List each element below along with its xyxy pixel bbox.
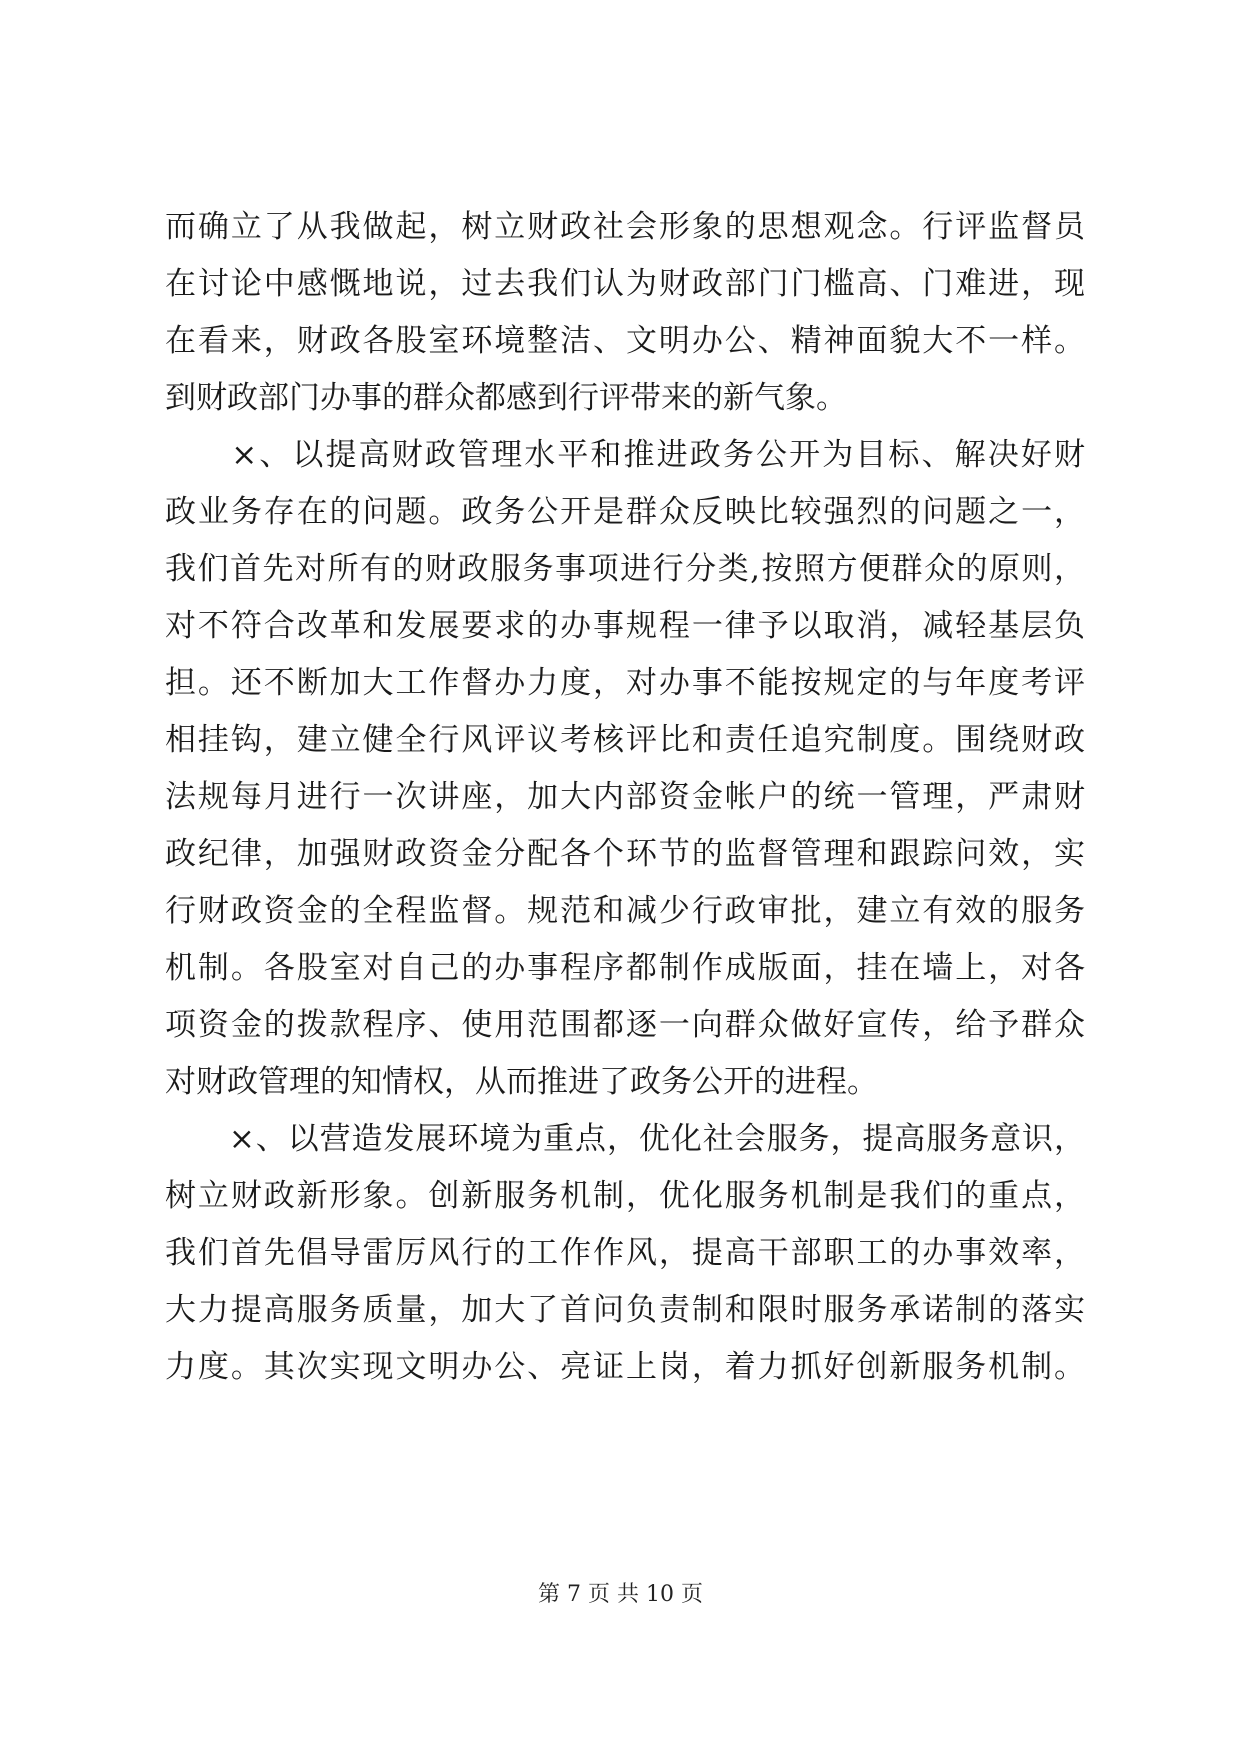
body-line: 法规每月进行一次讲座，加大内部资金帐户的统一管理，严肃财: [165, 779, 1085, 815]
page-number-footer: 第 7 页 共 10 页: [538, 1582, 703, 1607]
body-line: 相挂钩，建立健全行风评议考核评比和责任追究制度。围绕财政: [165, 722, 1085, 758]
body-line: 力度。其次实现文明办公、亮证上岗，着力抓好创新服务机制。: [165, 1349, 1085, 1385]
body-line: 对不符合改革和发展要求的办事规程一律予以取消，减轻基层负: [165, 608, 1085, 644]
body-line: ×、以提高财政管理水平和推进政务公开为目标、解决好财: [165, 437, 1085, 473]
body-line: 我们首先对所有的财政服务事项进行分类,按照方便群众的原则，: [165, 551, 1085, 587]
body-line: 政纪律，加强财政资金分配各个环节的监督管理和跟踪问效，实: [165, 836, 1085, 872]
body-line: 项资金的拨款程序、使用范围都逐一向群众做好宣传，给予群众: [165, 1007, 1085, 1043]
body-line: 我们首先倡导雷厉风行的工作作风，提高干部职工的办事效率，: [165, 1235, 1085, 1271]
body-line: 到财政部门办事的群众都感到行评带来的新气象。: [165, 380, 847, 416]
body-line: 机制。各股室对自己的办事程序都制作成版面，挂在墙上，对各: [165, 950, 1085, 986]
body-line: 政业务存在的问题。政务公开是群众反映比较强烈的问题之一，: [165, 494, 1085, 530]
body-line: 对财政管理的知情权，从而推进了政务公开的进程。: [165, 1064, 878, 1100]
body-line: ×、以营造发展环境为重点，优化社会服务，提高服务意识，: [165, 1121, 1085, 1157]
body-line: 在看来，财政各股室环境整洁、文明办公、精神面貌大不一样。: [165, 323, 1085, 359]
body-line: 而确立了从我做起，树立财政社会形象的思想观念。行评监督员: [165, 209, 1085, 245]
body-line: 树立财政新形象。创新服务机制，优化服务机制是我们的重点，: [165, 1178, 1085, 1214]
body-line: 担。还不断加大工作督办力度，对办事不能按规定的与年度考评: [165, 665, 1085, 701]
body-line: 大力提高服务质量，加大了首问负责制和限时服务承诺制的落实: [165, 1292, 1085, 1328]
body-line: 在讨论中感慨地说，过去我们认为财政部门门槛高、门难进，现: [165, 266, 1085, 302]
body-line: 行财政资金的全程监督。规范和减少行政审批，建立有效的服务: [165, 893, 1085, 929]
